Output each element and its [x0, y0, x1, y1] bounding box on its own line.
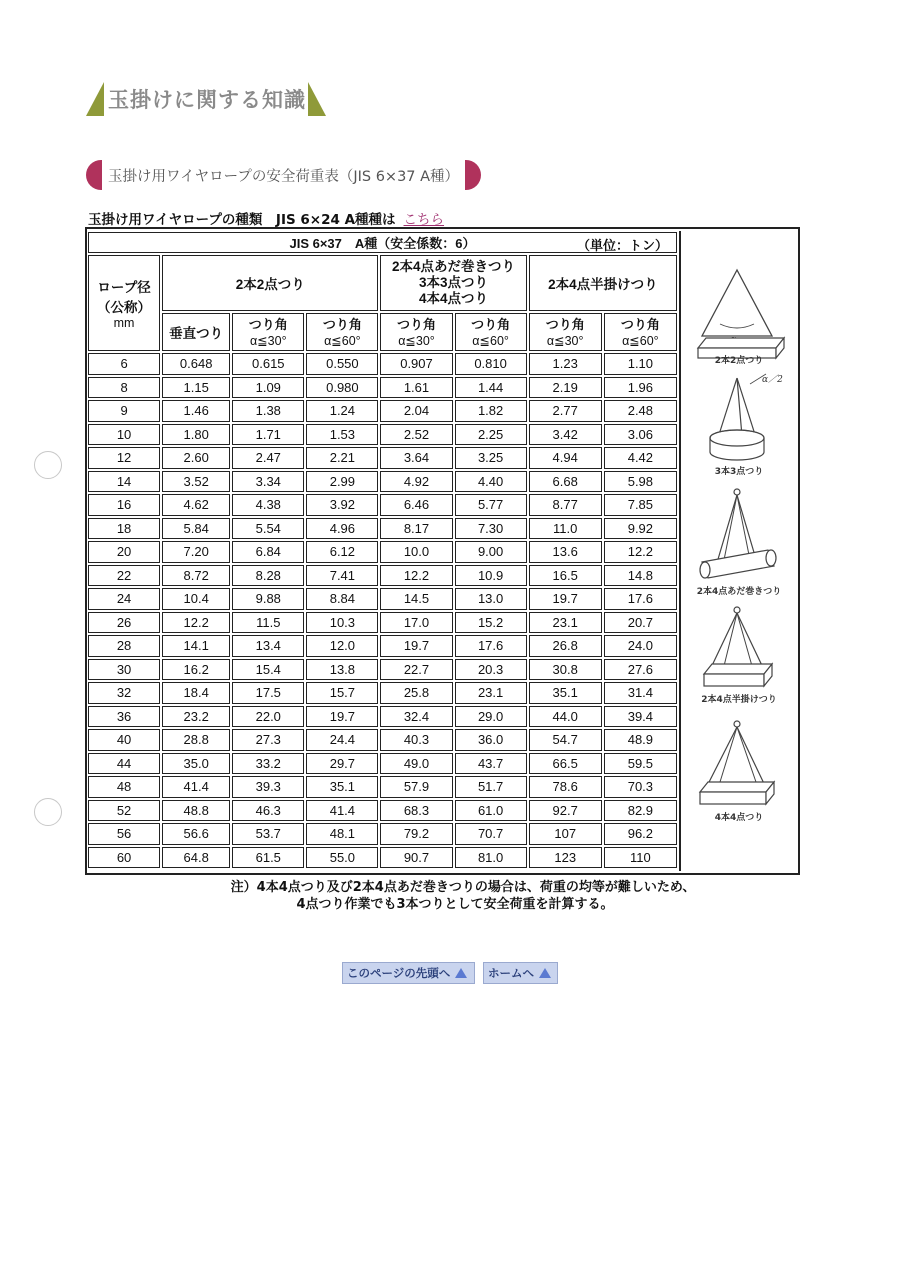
load-cell: 0.648	[162, 353, 230, 375]
load-cell: 56.6	[162, 823, 230, 845]
load-cell: 2.19	[529, 377, 602, 399]
load-cell: 13.0	[455, 588, 527, 610]
angle-60-label: α≦60°	[324, 333, 361, 348]
load-cell: 6.12	[306, 541, 378, 563]
load-cell: 12.2	[380, 565, 452, 587]
load-cell: 3.52	[162, 471, 230, 493]
load-cell: 36.0	[455, 729, 527, 751]
page-title: 玉掛けに関する知識	[108, 88, 306, 112]
sub-vertical-header: 垂直つり	[162, 313, 230, 351]
load-cell: 61.0	[455, 800, 527, 822]
load-cell: 13.6	[529, 541, 602, 563]
load-cell: 4.62	[162, 494, 230, 516]
rope-diameter-cell: 12	[88, 447, 160, 469]
load-cell: 1.24	[306, 400, 378, 422]
group-4pt-line: 3本3点つり	[419, 275, 489, 290]
load-cell: 33.2	[232, 753, 304, 775]
load-cell: 1.80	[162, 424, 230, 446]
load-cell: 107	[529, 823, 602, 845]
table-row	[88, 565, 677, 587]
safe-load-table	[86, 230, 679, 870]
rope-diameter-cell: 36	[88, 706, 160, 728]
rope-diameter-cell: 32	[88, 682, 160, 704]
diameter-unit-label: mm	[113, 316, 135, 330]
load-cell: 48.1	[306, 823, 378, 845]
load-cell: 1.09	[232, 377, 304, 399]
load-cell: 9.92	[604, 518, 677, 540]
two-leg-four-point-half-hitch-illustration	[680, 604, 798, 704]
load-cell: 6.84	[232, 541, 304, 563]
load-cell: 17.0	[380, 612, 452, 634]
sub-2pt-30-header	[232, 313, 304, 351]
load-cell: 4.94	[529, 447, 602, 469]
group-2pt-header: 2本2点つり	[162, 255, 378, 311]
rope-diameter-cell: 48	[88, 776, 160, 798]
intro-line	[88, 208, 444, 228]
load-cell: 18.4	[162, 682, 230, 704]
group-half-header: 2本4点半掛けつり	[529, 255, 677, 311]
load-cell: 10.3	[306, 612, 378, 634]
rope-diameter-cell: 24	[88, 588, 160, 610]
load-cell: 1.46	[162, 400, 230, 422]
load-cell: 78.6	[529, 776, 602, 798]
load-cell: 8.72	[162, 565, 230, 587]
load-cell: 82.9	[604, 800, 677, 822]
rope-diameter-cell: 60	[88, 847, 160, 869]
home-button[interactable]	[483, 962, 558, 984]
load-cell: 53.7	[232, 823, 304, 845]
rope-diameter-cell: 22	[88, 565, 160, 587]
three-leg-illustration	[680, 372, 798, 472]
load-cell: 66.5	[529, 753, 602, 775]
load-cell: 2.60	[162, 447, 230, 469]
load-cell: 35.1	[529, 682, 602, 704]
rope-diameter-cell: 28	[88, 635, 160, 657]
load-cell: 5.77	[455, 494, 527, 516]
load-cell: 24.0	[604, 635, 677, 657]
back-to-top-label: このページの先頭へ	[347, 966, 451, 980]
alpha-half-label: α／2	[762, 375, 783, 385]
load-cell: 23.1	[529, 612, 602, 634]
angle-label: つり角	[545, 316, 585, 332]
load-cell: 35.0	[162, 753, 230, 775]
rope-diameter-cell: 52	[88, 800, 160, 822]
load-cell: 2.99	[306, 471, 378, 493]
punch-hole	[34, 798, 62, 826]
load-cell: 19.7	[306, 706, 378, 728]
table-row	[88, 494, 677, 516]
page-heading	[86, 82, 326, 116]
load-cell: 55.0	[306, 847, 378, 869]
load-cell: 68.3	[380, 800, 452, 822]
load-cell: 28.8	[162, 729, 230, 751]
angle-label: つり角	[396, 316, 436, 332]
load-cell: 14.5	[380, 588, 452, 610]
load-cell: 8.28	[232, 565, 304, 587]
group-4pt-header	[380, 255, 526, 311]
load-cell: 16.2	[162, 659, 230, 681]
load-cell: 92.7	[529, 800, 602, 822]
load-cell: 1.23	[529, 353, 602, 375]
sub-4pt-30-header	[380, 313, 452, 351]
load-cell: 35.1	[306, 776, 378, 798]
section-cap-left	[86, 160, 102, 190]
load-cell: 1.82	[455, 400, 527, 422]
angle-60-label: α≦60°	[472, 333, 509, 348]
table-row	[88, 847, 677, 869]
load-cell: 8.77	[529, 494, 602, 516]
load-cell: 24.4	[306, 729, 378, 751]
table-row	[88, 659, 677, 681]
illus-label: 2本4点半掛けつり	[701, 695, 777, 705]
diameter-nominal-label: （公称）	[97, 300, 152, 315]
load-cell: 20.3	[455, 659, 527, 681]
note-line: 4点つり作業でも3本つりとして安全荷重を計算する。	[296, 897, 614, 912]
load-cell: 40.3	[380, 729, 452, 751]
load-cell: 14.8	[604, 565, 677, 587]
load-cell: 30.8	[529, 659, 602, 681]
rope-diameter-cell: 14	[88, 471, 160, 493]
load-cell: 4.38	[232, 494, 304, 516]
table-row	[88, 353, 677, 375]
load-cell: 12.0	[306, 635, 378, 657]
load-cell: 90.7	[380, 847, 452, 869]
up-arrow-icon	[455, 968, 467, 978]
table-row	[88, 753, 677, 775]
diameter-label: ロープ径	[97, 280, 151, 295]
rope-diameter-cell: 20	[88, 541, 160, 563]
table-body	[88, 353, 677, 868]
section-title: 玉掛け用ワイヤロープの安全荷重表（JIS 6×37 A種）	[108, 168, 460, 185]
nav-buttons	[342, 962, 558, 984]
punch-hole	[34, 451, 62, 479]
load-cell: 61.5	[232, 847, 304, 869]
up-arrow-icon	[539, 968, 551, 978]
rope-diameter-cell: 6	[88, 353, 160, 375]
angle-30-label: α≦30°	[398, 333, 435, 348]
load-cell: 1.10	[604, 353, 677, 375]
load-cell: 1.44	[455, 377, 527, 399]
load-cell: 0.550	[306, 353, 378, 375]
table-row	[88, 612, 677, 634]
load-cell: 7.20	[162, 541, 230, 563]
load-cell: 29.0	[455, 706, 527, 728]
load-cell: 57.9	[380, 776, 452, 798]
unit-label: （単位：トン）	[576, 238, 668, 253]
load-cell: 3.25	[455, 447, 527, 469]
load-cell: 2.04	[380, 400, 452, 422]
table-note	[0, 879, 904, 913]
note-line: 注）4本4点つり及び2本4点あだ巻きつりの場合は、荷重の均等が難しいため、	[230, 880, 696, 895]
load-cell: 49.0	[380, 753, 452, 775]
rope-diameter-cell: 16	[88, 494, 160, 516]
illus-label: 3本3点つり	[714, 467, 764, 477]
load-cell: 22.0	[232, 706, 304, 728]
load-cell: 39.4	[604, 706, 677, 728]
load-cell: 17.6	[455, 635, 527, 657]
load-cell: 27.3	[232, 729, 304, 751]
load-cell: 48.9	[604, 729, 677, 751]
load-cell: 7.30	[455, 518, 527, 540]
group-4pt-line: 2本4点あだ巻きつり	[392, 259, 516, 274]
load-cell: 7.41	[306, 565, 378, 587]
rope-diameter-cell: 10	[88, 424, 160, 446]
load-cell: 3.34	[232, 471, 304, 493]
angle-30-label: α≦30°	[249, 333, 287, 348]
load-cell: 96.2	[604, 823, 677, 845]
table-row	[88, 424, 677, 446]
load-cell: 17.5	[232, 682, 304, 704]
rope-diameter-cell: 26	[88, 612, 160, 634]
heading-flag-left	[86, 82, 104, 116]
table-row	[88, 400, 677, 422]
angle-label: つり角	[248, 316, 288, 332]
load-cell: 10.0	[380, 541, 452, 563]
load-cell: 41.4	[306, 800, 378, 822]
angle-30-label: α≦30°	[546, 333, 584, 348]
load-cell: 44.0	[529, 706, 602, 728]
table-row	[88, 729, 677, 751]
load-cell: 9.88	[232, 588, 304, 610]
table-row	[88, 588, 677, 610]
load-cell: 70.7	[455, 823, 527, 845]
load-cell: 5.98	[604, 471, 677, 493]
load-cell: 8.17	[380, 518, 452, 540]
rope-diameter-cell: 30	[88, 659, 160, 681]
section-cap-right	[465, 160, 481, 190]
load-cell: 5.54	[232, 518, 304, 540]
home-label: ホームへ	[488, 966, 534, 980]
load-cell: 4.96	[306, 518, 378, 540]
load-cell: 20.7	[604, 612, 677, 634]
intro-text: 玉掛け用ワイヤロープの種類 JIS 6×24 A種種は	[88, 212, 396, 228]
load-cell: 23.2	[162, 706, 230, 728]
load-cell: 79.2	[380, 823, 452, 845]
heading-flag-right	[308, 82, 326, 116]
load-cell: 8.84	[306, 588, 378, 610]
load-cell: 10.9	[455, 565, 527, 587]
load-cell: 4.92	[380, 471, 452, 493]
load-cell: 48.8	[162, 800, 230, 822]
load-cell: 11.5	[232, 612, 304, 634]
jis-6x24-link[interactable]: こちら	[403, 212, 445, 228]
load-cell: 5.84	[162, 518, 230, 540]
load-cell: 13.4	[232, 635, 304, 657]
load-cell: 46.3	[232, 800, 304, 822]
two-leg-four-point-choke-illustration	[680, 486, 798, 596]
load-cell: 10.4	[162, 588, 230, 610]
rope-diameter-cell: 56	[88, 823, 160, 845]
rope-diameter-cell: 8	[88, 377, 160, 399]
load-cell: 6.68	[529, 471, 602, 493]
load-cell: 13.8	[306, 659, 378, 681]
table-row	[88, 377, 677, 399]
load-cell: 2.21	[306, 447, 378, 469]
load-cell: 16.5	[529, 565, 602, 587]
sub-2pt-60-header	[306, 313, 378, 351]
rope-diameter-cell: 40	[88, 729, 160, 751]
illus-label: 2本2点つり	[714, 356, 764, 366]
load-cell: 19.7	[380, 635, 452, 657]
load-cell: 39.3	[232, 776, 304, 798]
load-cell: 0.907	[380, 353, 452, 375]
load-cell: 110	[604, 847, 677, 869]
group-4pt-line: 4本4点つり	[419, 291, 489, 306]
sub-half-60-header	[604, 313, 677, 351]
load-cell: 0.615	[232, 353, 304, 375]
load-cell: 2.52	[380, 424, 452, 446]
caption-title: JIS 6×37 A種（安全係数：6）	[289, 236, 476, 251]
load-cell: 70.3	[604, 776, 677, 798]
load-cell: 12.2	[162, 612, 230, 634]
table-row	[88, 541, 677, 563]
four-leg-illustration	[680, 718, 798, 818]
load-cell: 32.4	[380, 706, 452, 728]
load-cell: 43.7	[455, 753, 527, 775]
load-cell: 0.810	[455, 353, 527, 375]
table-row	[88, 800, 677, 822]
load-cell: 4.40	[455, 471, 527, 493]
table-caption	[88, 232, 677, 253]
load-cell: 41.4	[162, 776, 230, 798]
table-row	[88, 471, 677, 493]
load-cell: 29.7	[306, 753, 378, 775]
table-row	[88, 635, 677, 657]
angle-label: つり角	[471, 316, 511, 332]
load-cell: 12.2	[604, 541, 677, 563]
load-cell: 31.4	[604, 682, 677, 704]
col-diameter-header	[88, 255, 160, 351]
load-cell: 7.85	[604, 494, 677, 516]
back-to-top-button[interactable]	[342, 962, 475, 984]
load-cell: 19.7	[529, 588, 602, 610]
load-cell: 15.7	[306, 682, 378, 704]
load-cell: 123	[529, 847, 602, 869]
load-cell: 22.7	[380, 659, 452, 681]
rope-diameter-cell: 44	[88, 753, 160, 775]
load-cell: 6.46	[380, 494, 452, 516]
load-cell: 3.06	[604, 424, 677, 446]
angle-60-label: α≦60°	[622, 333, 659, 348]
load-cell: 2.47	[232, 447, 304, 469]
load-cell: 17.6	[604, 588, 677, 610]
sub-4pt-60-header	[455, 313, 527, 351]
load-cell: 1.96	[604, 377, 677, 399]
load-cell: 1.53	[306, 424, 378, 446]
illus-label: 2本4点あだ巻きつり	[696, 587, 782, 597]
sling-illustrations	[680, 232, 798, 872]
load-cell: 25.8	[380, 682, 452, 704]
load-cell: 1.71	[232, 424, 304, 446]
load-cell: 15.4	[232, 659, 304, 681]
rope-diameter-cell: 18	[88, 518, 160, 540]
rope-diameter-cell: 9	[88, 400, 160, 422]
load-cell: 2.48	[604, 400, 677, 422]
load-cell: 11.0	[529, 518, 602, 540]
illus-label: 4本4点つり	[714, 813, 764, 823]
section-heading	[86, 160, 481, 190]
table-row	[88, 776, 677, 798]
table-row	[88, 447, 677, 469]
angle-label: つり角	[620, 316, 660, 332]
load-cell: 27.6	[604, 659, 677, 681]
load-cell: 1.61	[380, 377, 452, 399]
load-cell: 9.00	[455, 541, 527, 563]
table-row	[88, 706, 677, 728]
table-row	[88, 682, 677, 704]
load-cell: 59.5	[604, 753, 677, 775]
load-cell: 64.8	[162, 847, 230, 869]
load-cell: 14.1	[162, 635, 230, 657]
load-cell: 3.42	[529, 424, 602, 446]
load-cell: 23.1	[455, 682, 527, 704]
load-cell: 1.38	[232, 400, 304, 422]
load-cell: 2.77	[529, 400, 602, 422]
load-cell: 2.25	[455, 424, 527, 446]
table-row	[88, 518, 677, 540]
angle-label: つり角	[322, 316, 362, 332]
load-cell: 4.42	[604, 447, 677, 469]
load-cell: 1.15	[162, 377, 230, 399]
sub-half-30-header	[529, 313, 602, 351]
table-row	[88, 823, 677, 845]
load-cell: 54.7	[529, 729, 602, 751]
load-cell: 81.0	[455, 847, 527, 869]
load-cell: 3.92	[306, 494, 378, 516]
load-cell: 51.7	[455, 776, 527, 798]
load-cell: 26.8	[529, 635, 602, 657]
load-cell: 3.64	[380, 447, 452, 469]
load-cell: 0.980	[306, 377, 378, 399]
load-cell: 15.2	[455, 612, 527, 634]
